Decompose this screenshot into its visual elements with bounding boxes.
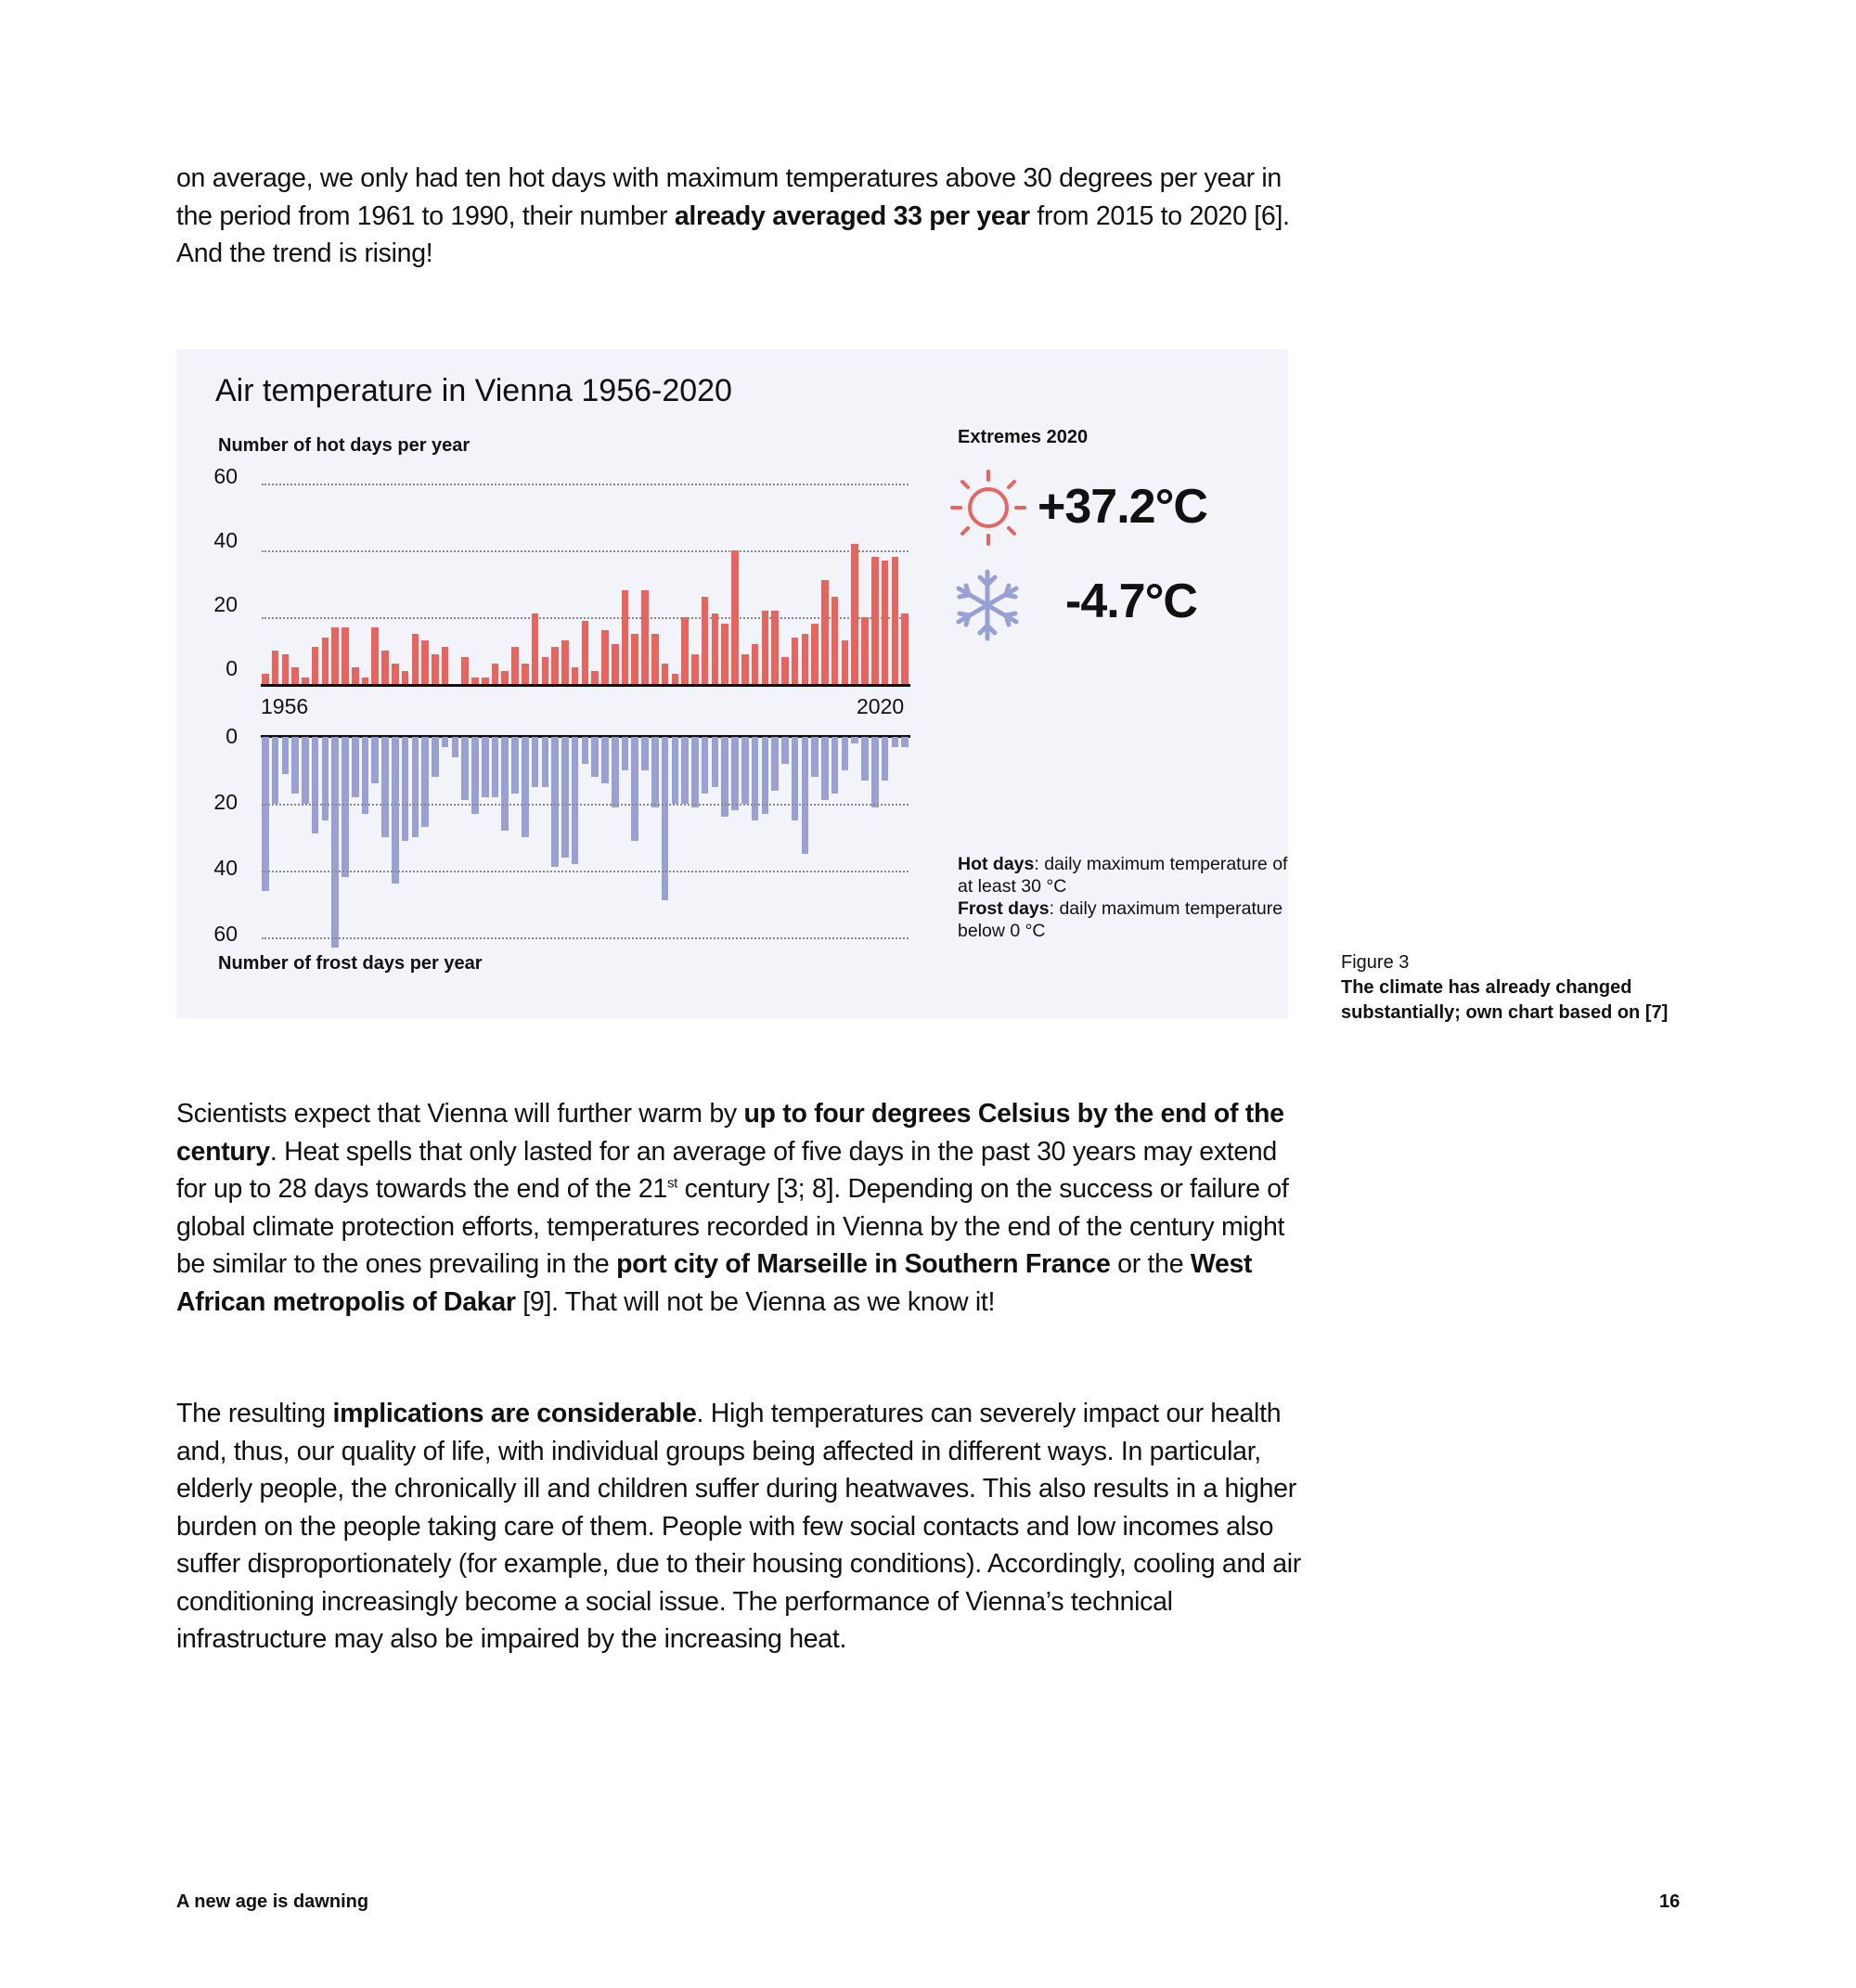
page-number: 16 [1659,1891,1681,1912]
frost-bar-1971 [412,737,419,837]
hot-bar-1964 [342,627,349,684]
frost-bar-2014 [842,737,849,770]
hot-bar-1974 [442,647,449,684]
hot-bar-2001 [712,613,719,684]
hot-days-definition: : daily maximum temperature of at least 30 °C [958,854,1288,897]
snowflake-icon [950,568,1025,642]
hot-tick-20: 20 [213,592,238,616]
hot-bar-1967 [371,627,379,684]
hot-bar-1958 [282,654,290,684]
frost-bar-1965 [352,737,359,797]
max-temperature: +37.2°C [1038,480,1207,534]
hot-gridline-60 [262,484,909,485]
frost-bar-1989 [591,737,599,777]
hot-bar-1988 [582,621,589,684]
hot-bar-2019 [892,557,899,684]
frost-bar-1967 [371,737,379,783]
frost-bar-1976 [461,737,469,800]
frost-gridline-20 [262,804,909,806]
hot-gridline-40 [262,550,909,552]
hot-bar-1996 [662,664,669,684]
hot-bar-2000 [702,597,709,684]
hot-bar-1992 [622,590,629,684]
frost-bar-2019 [892,737,899,747]
definitions [958,853,1288,942]
frost-bar-1994 [641,737,649,770]
frost-bar-2001 [712,737,719,787]
frost-bar-2015 [851,737,858,743]
hot-bar-1984 [542,657,549,684]
hot-bar-2011 [811,624,818,684]
body-paragraph-implications: The resulting implications are considerable. High temperatures can severely impact our health and, thus, our quality of life, with individual groups being affected in different ways. In particular, elderly people, the chronically ill and children suffer during heatwaves. This also results in a higher burden on the people taking care of them. People with few social contacts and low incomes also suffer disproportionately (for example, due to their housing conditions). Accordingly, cooling and air conditioning increasingly become a social issue. The performance of Vienna’s technical infrastructure may also be impaired by the increasing heat. [176,1399,1301,1654]
hot-bar-1999 [691,654,699,684]
body-paragraph-warming: Scientists expect that Vienna will further warm by up to four degrees Celsius by the end of the century. Heat spells that only lasted for an average of five days in the past 30 years may extend for up to 28 days towards the end of the 21st century [3; 8]. Depending on the success or failure of global climate protection efforts, temperatures recorded in Vienna by the end of the century might be similar to the ones prevailing in the port city of Marseille in Southern France or the West African metropolis of Dakar [9]. That will not be Vienna as we know it! [176,1099,1289,1317]
hot-bar-1957 [272,651,279,684]
hot-bar-1993 [631,634,638,684]
hot-bar-1972 [421,640,429,684]
hot-bar-1971 [412,634,419,684]
hot-bar-2018 [882,561,889,684]
hot-bar-1995 [651,634,659,684]
hot-bar-2020 [901,613,909,684]
frost-bar-1984 [542,737,549,787]
hot-tick-40: 40 [213,528,238,552]
frost-bar-1956 [262,737,269,891]
frost-bar-1966 [362,737,369,814]
frost-gridline-60 [262,937,909,939]
hot-bar-1966 [362,678,369,684]
frost-bar-1972 [421,737,429,827]
frost-bar-1995 [651,737,659,807]
hot-bar-2003 [731,550,739,684]
hot-bar-1962 [322,638,329,684]
hot-tick-0: 0 [226,656,238,680]
hot-bar-2005 [752,644,759,684]
footer-section-title: A new age is dawning [176,1891,369,1912]
hot-bar-2007 [771,611,779,684]
frost-bar-2007 [771,737,779,791]
frost-bar-1979 [492,737,499,797]
frost-bar-1957 [272,737,279,804]
hot-gridline-20 [262,617,909,619]
frost-bar-1958 [282,737,290,774]
frost-gridline-40 [262,871,909,872]
frost-bar-2016 [861,737,869,781]
hot-bar-1982 [522,664,529,684]
frost-bar-1986 [561,737,569,858]
frost-bar-2011 [811,737,818,777]
figure-label: Figure 3 [1341,952,1410,973]
frost-bar-1961 [312,737,319,833]
emphasis: implications are considerable [332,1399,697,1428]
frost-bar-1987 [572,737,579,864]
frost-bar-1963 [331,737,339,948]
hot-bar-2012 [821,580,829,684]
frost-bar-1969 [392,737,399,884]
hot-baseline [261,684,910,687]
frost-bar-2012 [821,737,829,800]
frost-tick-0: 0 [226,724,238,748]
hot-bar-1977 [471,678,479,684]
frost-bar-1999 [691,737,699,807]
hot-bar-1980 [501,671,509,684]
emphasis: port city of Marseille in Southern France [616,1249,1111,1279]
hot-bar-1997 [672,674,679,684]
hot-bar-1990 [601,630,609,684]
frost-bar-2009 [792,737,799,820]
hot-bar-1978 [482,678,489,684]
hot-bar-1998 [681,617,689,684]
frost-bar-1973 [432,737,439,777]
hot-bar-1989 [591,671,599,684]
frost-bar-1997 [672,737,679,804]
figure-panel [176,349,1288,1019]
frost-tick-40: 40 [213,856,238,880]
year-start-label: 1956 [261,694,309,718]
frost-bar-1992 [622,737,629,770]
hot-bar-1973 [432,654,439,684]
frost-bar-2004 [741,737,749,804]
frost-bar-1968 [381,737,389,837]
hot-bar-2004 [741,654,749,684]
hot-bar-1983 [532,613,539,684]
frost-bar-1981 [511,737,519,794]
frost-bar-1982 [522,737,529,837]
hot-bar-2010 [802,634,809,684]
frost-bar-2006 [762,737,769,814]
hot-bar-2015 [851,544,858,684]
frost-bar-1959 [291,737,299,794]
frost-bar-1977 [471,737,479,814]
frost-bar-2003 [731,737,739,810]
frost-bar-1998 [681,737,689,804]
frost-bar-2008 [781,737,789,764]
frost-bar-1985 [551,737,559,867]
hot-bar-1960 [302,678,309,684]
hot-bar-2013 [831,597,839,684]
hot-bar-1959 [291,667,299,684]
frost-bar-2005 [752,737,759,820]
frost-bar-1991 [612,737,619,807]
hot-bar-1991 [612,644,619,684]
hot-axis-label: Number of hot days per year [218,435,470,456]
hot-bar-1961 [312,647,319,684]
hot-bar-2014 [842,640,849,684]
frost-bar-1990 [601,737,609,783]
frost-bar-1960 [302,737,309,804]
hot-bar-1965 [352,667,359,684]
hot-bar-1968 [381,651,389,684]
frost-bar-1975 [452,737,459,757]
frost-bar-2020 [901,737,909,747]
frost-bar-1993 [631,737,638,841]
emphasis: up to four degrees Celsius by the end of the century [176,1099,1284,1167]
hot-bar-1970 [402,671,409,684]
hot-bar-2006 [762,611,769,684]
frost-bar-2010 [802,737,809,854]
frost-days-term: Frost days [958,898,1050,919]
frost-tick-20: 20 [213,790,238,814]
frost-axis-label: Number of frost days per year [218,953,483,974]
frost-bar-2000 [702,737,709,794]
hot-bar-1994 [641,590,649,684]
hot-bar-1987 [572,667,579,684]
frost-bar-1962 [322,737,329,820]
hot-bar-1956 [262,674,269,684]
frost-bar-1980 [501,737,509,831]
intro-paragraph: on average, we only had ten hot days with maximum temperatures above 30 degrees per year in the period from 1961 to 1990, their number already averaged 33 per year from 2015 to 2020 [6]. And the trend is rising! [176,163,1290,268]
hot-days-term: Hot days [958,854,1035,874]
emphasis: West African metropolis of Dakar [176,1249,1253,1317]
hot-bar-2002 [721,624,728,684]
hot-bar-1969 [392,664,399,684]
hot-bar-1963 [331,627,339,684]
chart-title: Air temperature in Vienna 1956-2020 [215,373,732,408]
figure-caption-text: The climate has already changed substantially; own chart based on [7] [1341,977,1669,1023]
frost-bar-2018 [882,737,889,781]
hot-bar-2008 [781,657,789,684]
hot-bar-1979 [492,664,499,684]
frost-bar-1978 [482,737,489,797]
frost-bar-2013 [831,737,839,794]
hot-bar-2017 [871,557,879,684]
hot-bar-1986 [561,640,569,684]
frost-bar-2017 [871,737,879,807]
hot-bar-2016 [861,617,869,684]
extremes-title: Extremes 2020 [958,427,1089,447]
frost-bar-1970 [402,737,409,841]
hot-tick-60: 60 [213,464,238,488]
frost-bar-1988 [582,737,589,764]
frost-days-definition: : daily maximum temperature below 0 °C [958,898,1283,941]
frost-bar-1983 [532,737,539,787]
hot-bar-2009 [792,638,799,684]
frost-bar-1964 [342,737,349,877]
sun-icon [947,466,1030,549]
hot-bar-1981 [511,647,519,684]
hot-bar-1985 [551,647,559,684]
min-temperature: -4.7°C [1065,574,1197,628]
hot-bar-1976 [461,657,469,684]
frost-tick-60: 60 [213,922,238,946]
figure-caption [1341,950,1684,1026]
year-end-label: 2020 [857,694,905,718]
frost-bar-1996 [662,737,669,900]
frost-bar-1974 [442,737,449,747]
emphasis: already averaged 33 per year [674,200,1030,231]
